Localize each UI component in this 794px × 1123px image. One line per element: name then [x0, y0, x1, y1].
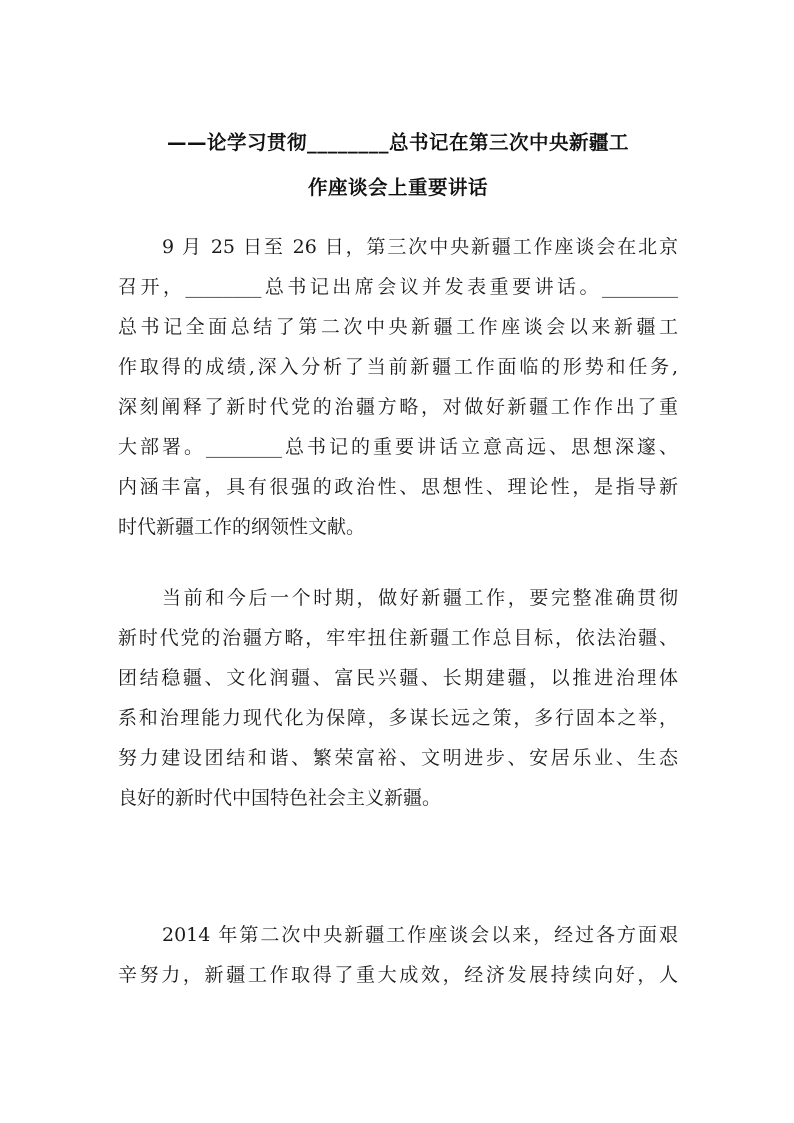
paragraph-line: 2014 年第二次中央新疆工作座谈会以来，经过各方面艰 — [162, 924, 678, 946]
paragraph-line: 辛努力，新疆工作取得了重大成效，经济发展持续向好，人 — [118, 964, 678, 986]
paragraph-line: 时代新疆工作的纲领性文献。 — [118, 516, 366, 538]
paragraph-line: 总书记全面总结了第二次中央新疆工作座谈会以来新疆工 — [118, 316, 678, 338]
paragraph-line: 新时代党的治疆方略，牢牢扭住新疆工作总目标，依法治疆、 — [118, 627, 678, 649]
paragraph-line: 良好的新时代中国特色社会主义新疆。 — [118, 787, 442, 809]
paragraph-line: 大部署。________总书记的重要讲话立意高远、思想深邃、 — [118, 436, 678, 458]
paragraph-line: 团结稳疆、文化润疆、富民兴疆、长期建疆，以推进治理体 — [118, 667, 678, 689]
paragraph-line: 作取得的成绩,深入分析了当前新疆工作面临的形势和任务, — [118, 356, 678, 378]
paragraph-line: 内涵丰富，具有很强的政治性、思想性、理论性，是指导新 — [118, 476, 678, 498]
paragraph-line: 努力建设团结和谐、繁荣富裕、文明进步、安居乐业、生态 — [118, 747, 678, 769]
paragraph-line: 深刻阐释了新时代党的治疆方略，对做好新疆工作作出了重 — [118, 396, 678, 418]
paragraph-line: 系和治理能力现代化为保障，多谋长远之策，多行固本之举， — [118, 707, 678, 729]
paragraph-line: 9 月 25 日至 26 日，第三次中央新疆工作座谈会在北京 — [162, 236, 678, 258]
paragraph-line: 召开，________总书记出席会议并发表重要讲话。________ — [118, 276, 678, 298]
paragraph-line: 当前和今后一个时期，做好新疆工作，要完整准确贯彻 — [162, 587, 678, 609]
document-title-line-1: ——论学习贯彻________总书记在第三次中央新疆工 — [166, 131, 629, 154]
document-title-line-2: 作座谈会上重要讲话 — [307, 176, 488, 199]
